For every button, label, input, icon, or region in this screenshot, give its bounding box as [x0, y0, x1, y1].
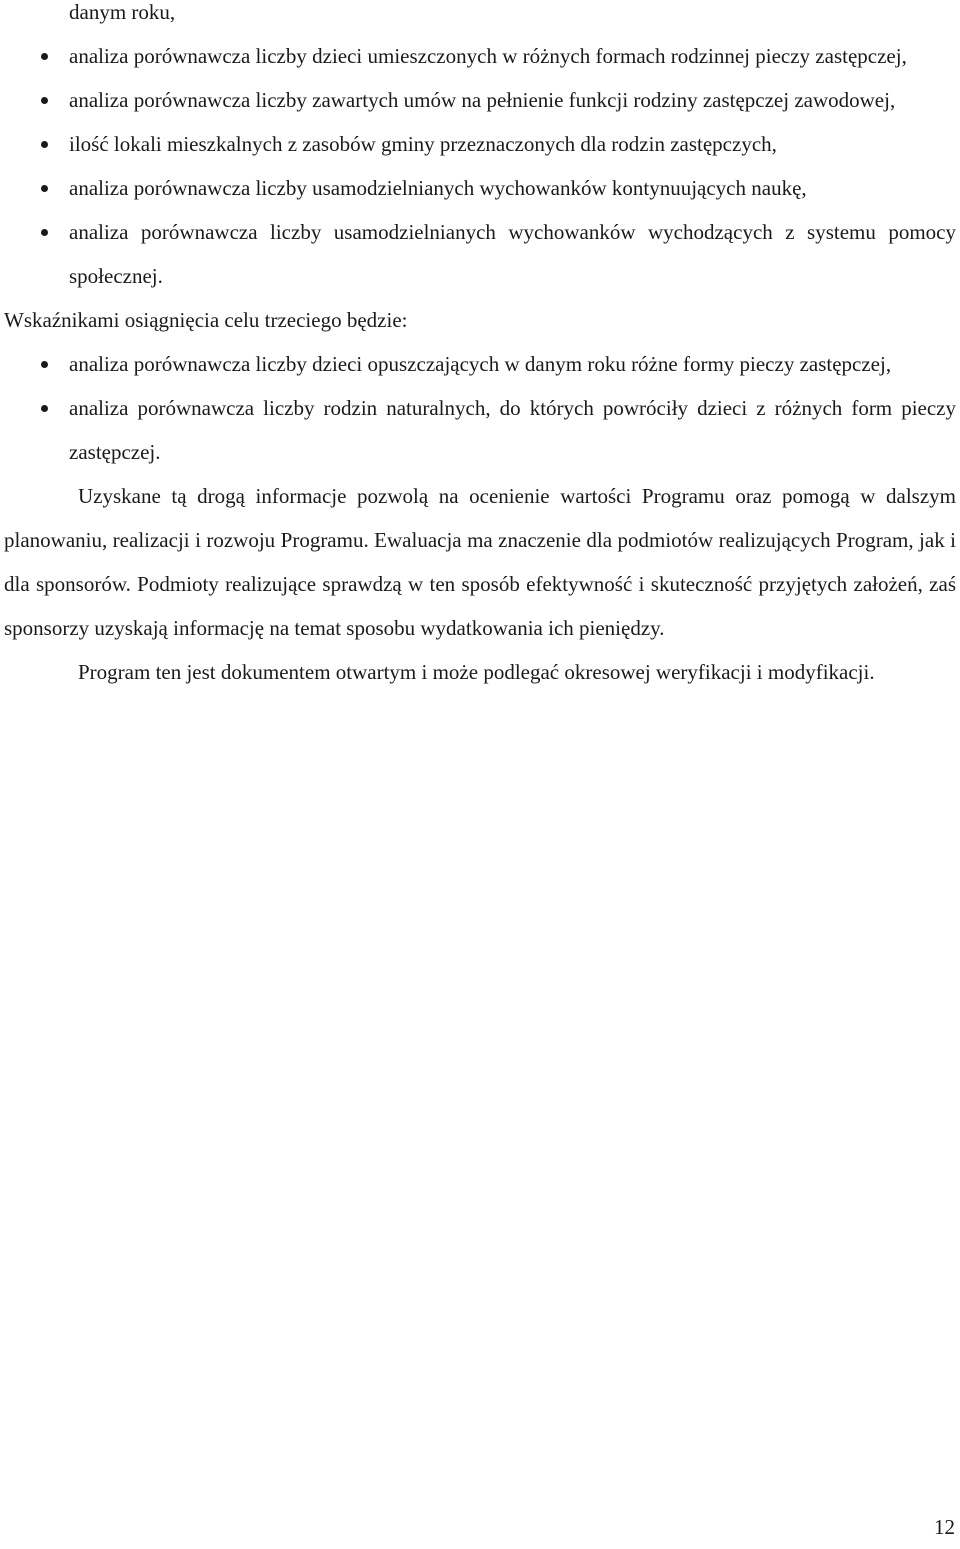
page-content	[4, 0, 956, 694]
list-item	[4, 342, 956, 386]
list-item-text: analiza porównawcza liczby usamodzielnianych wychowanków wychodzących z systemu pomocy społecznej.	[69, 220, 956, 288]
list-item-text: analiza porównawcza liczby zawartych umów na pełnienie funkcji rodziny zastępczej zawodowej,	[69, 88, 896, 112]
indicator-list-two	[4, 342, 956, 474]
page-number: 12	[934, 1515, 955, 1539]
list-item-text: ilość lokali mieszkalnych z zasobów gminy przeznaczonych dla rodzin zastępczych,	[69, 132, 777, 156]
continuation-text: danym roku,	[69, 0, 176, 24]
body-paragraph: Uzyskane tą drogą informacje pozwolą na ocenienie wartości Programu oraz pomogą w dalszym planowaniu, realizacji i rozwoju Programu. Ewaluacja ma znaczenie dla podmiotów realizujących Program, jak i dla sponsorów. Podmioty realizujące sprawdzą w ten sposób efektywność i skuteczność przyjętych założeń, zaś sponsorzy uzyskają informację na temat sposobu wydatkowania ich pieniędzy.	[4, 484, 956, 640]
list-item-text: analiza porównawcza liczby dzieci umieszczonych w różnych formach rodzinnej pieczy zastępczej,	[69, 44, 907, 68]
bullet-icon	[41, 185, 48, 192]
bullet-icon	[41, 53, 48, 60]
list-item	[4, 210, 956, 298]
bullet-icon	[41, 141, 48, 148]
bullet-icon	[41, 97, 48, 104]
list-item	[4, 122, 956, 166]
list-item	[4, 386, 956, 474]
section-heading: Wskaźnikami osiągnięcia celu trzeciego będzie:	[4, 308, 408, 332]
list-item-text: analiza porównawcza liczby rodzin naturalnych, do których powróciły dzieci z różnych form pieczy zastępczej.	[69, 396, 956, 464]
body-paragraph: Program ten jest dokumentem otwartym i może podlegać okresowej weryfikacji i modyfikacji.	[78, 660, 875, 684]
bullet-icon	[41, 361, 48, 368]
list-item-text: analiza porównawcza liczby usamodzielnianych wychowanków kontynuujących naukę,	[69, 176, 807, 200]
list-item	[4, 166, 956, 210]
bullet-icon	[41, 405, 48, 412]
bullet-icon	[41, 229, 48, 236]
indicator-list-one	[4, 34, 956, 298]
list-item	[4, 34, 956, 78]
list-item	[4, 78, 956, 122]
list-item-text: analiza porównawcza liczby dzieci opuszczających w danym roku różne formy pieczy zastępczej,	[69, 352, 892, 376]
